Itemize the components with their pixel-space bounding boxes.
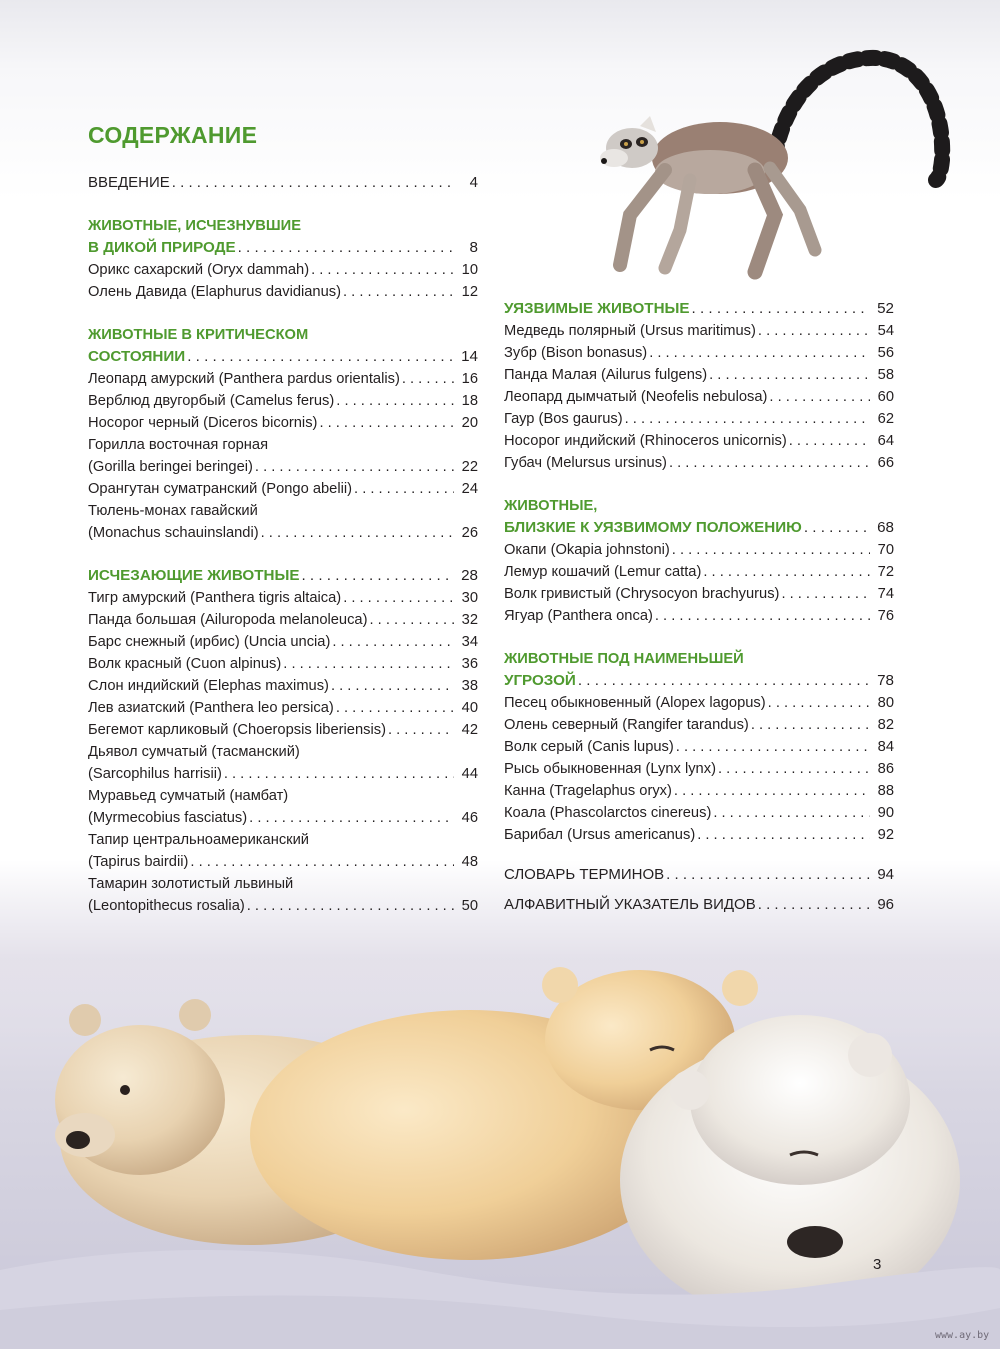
- leader-dots: [666, 860, 870, 890]
- leader-dots: [789, 430, 870, 452]
- toc-entry[interactable]: Олень Давида (Elaphurus davidianus) . . . 12: [88, 281, 478, 303]
- leader-dots: [370, 609, 455, 631]
- toc-entry[interactable]: Лемур кошачий (Lemur catta) . . . 72: [504, 561, 894, 583]
- toc-entry[interactable]: Рысь обыкновенная (Lynx lynx) . . . 86: [504, 758, 894, 780]
- leader-dots: [172, 172, 454, 194]
- leader-dots: [319, 412, 454, 434]
- toc-section-heading[interactable]: ЖИВОТНЫЕ, ИСЧЕЗНУВШИЕ: [88, 218, 301, 234]
- toc-entry[interactable]: (Monachus schauinslandi) . . . 26: [88, 522, 478, 544]
- leader-dots: [758, 890, 870, 920]
- polar-bears-image: [0, 940, 1000, 1349]
- toc-section-heading[interactable]: СОСТОЯНИИ . . . 14: [88, 346, 478, 368]
- toc-entry[interactable]: Бегемот карликовый (Choeropsis liberiensis) . . . 42: [88, 719, 478, 741]
- leader-dots: [669, 452, 870, 474]
- leader-dots: [388, 719, 454, 741]
- leader-dots: [692, 298, 870, 320]
- toc-entry-first-line[interactable]: Дьявол сумчатый (тасманский): [88, 744, 300, 760]
- ring-tailed-lemur-image: [570, 40, 960, 290]
- leader-dots: [311, 259, 454, 281]
- toc-entry[interactable]: Барс снежный (ирбис) (Uncia uncia) . . . 34: [88, 631, 478, 653]
- leader-dots: [336, 697, 454, 719]
- leader-dots: [674, 780, 870, 802]
- toc-entry[interactable]: (Leontopithecus rosalia) . . . 50: [88, 895, 478, 917]
- leader-dots: [769, 386, 870, 408]
- leader-dots: [249, 807, 454, 829]
- toc-left-column: [88, 172, 478, 917]
- toc-entry[interactable]: Канна (Tragelaphus oryx) . . . 88: [504, 780, 894, 802]
- leader-dots: [703, 561, 870, 583]
- leader-dots: [336, 390, 454, 412]
- leader-dots: [343, 587, 454, 609]
- toc-section-extinct-in-wild: [88, 215, 478, 303]
- toc-entry-first-line[interactable]: Горилла восточная горная: [88, 437, 269, 453]
- toc-section-critical: [88, 324, 478, 544]
- page-number: 3: [873, 1256, 882, 1273]
- toc-entry-first-line[interactable]: Тамарин золотистый львиный: [88, 876, 294, 892]
- toc-section-heading[interactable]: БЛИЗКИЕ К УЯЗВИМОМУ ПОЛОЖЕНИЮ . . . 68: [504, 517, 894, 539]
- leader-dots: [672, 539, 870, 561]
- leader-dots: [402, 368, 454, 390]
- leader-dots: [332, 631, 454, 653]
- toc-entry[interactable]: (Tapirus bairdii) . . . 48: [88, 851, 478, 873]
- toc-entry[interactable]: Губач (Melursus ursinus) . . . 66: [504, 452, 894, 474]
- toc-section-near-threatened: [504, 495, 894, 627]
- leader-dots: [718, 758, 870, 780]
- toc-entry[interactable]: Орикс сахарский (Oryx dammah) . . . 10: [88, 259, 478, 281]
- toc-entry[interactable]: Ягуар (Panthera onca) . . . 76: [504, 605, 894, 627]
- leader-dots: [331, 675, 454, 697]
- toc-entry-first-line[interactable]: Муравьед сумчатый (намбат): [88, 788, 289, 804]
- toc-entry[interactable]: СЛОВАРЬ ТЕРМИНОВ . . . 94: [504, 860, 894, 890]
- toc-back-matter: [504, 860, 894, 920]
- leader-dots: [190, 851, 454, 873]
- leader-dots: [255, 456, 454, 478]
- toc-entry[interactable]: Носорог индийский (Rhinoceros unicornis) . . . 64: [504, 430, 894, 452]
- leader-dots: [187, 346, 454, 368]
- leader-dots: [758, 320, 870, 342]
- leader-dots: [713, 802, 870, 824]
- toc-entry[interactable]: Зубр (Bison bonasus) . . . 56: [504, 342, 894, 364]
- leader-dots: [649, 342, 870, 364]
- toc-section-heading[interactable]: ИСЧЕЗАЮЩИЕ ЖИВОТНЫЕ . . . 28: [88, 565, 478, 587]
- toc-entry-page: 4: [469, 174, 478, 191]
- toc-entry[interactable]: Панда большая (Ailuropoda melanoleuca) . . . 32: [88, 609, 478, 631]
- toc-entry[interactable]: Барибал (Ursus americanus) . . . 92: [504, 824, 894, 846]
- leader-dots: [578, 670, 870, 692]
- leader-dots: [697, 824, 870, 846]
- leader-dots: [354, 478, 454, 500]
- toc-entry[interactable]: Орангутан суматранский (Pongo abelii) . . . 24: [88, 478, 478, 500]
- toc-entry[interactable]: Коала (Phascolarctos cinereus) . . . 90: [504, 802, 894, 824]
- toc-entry[interactable]: (Myrmecobius fasciatus) . . . 46: [88, 807, 478, 829]
- toc-entry[interactable]: (Sarcophilus harrisii) . . . 44: [88, 763, 478, 785]
- leader-dots: [751, 714, 870, 736]
- toc-entry[interactable]: Тигр амурский (Panthera tigris altaica) . . . 30: [88, 587, 478, 609]
- watermark: www.ay.by: [935, 1330, 990, 1341]
- toc-section-heading[interactable]: ЖИВОТНЫЕ В КРИТИЧЕСКОМ: [88, 327, 309, 343]
- leader-dots: [224, 763, 454, 785]
- toc-right-column: [504, 298, 894, 920]
- leader-dots: [804, 517, 870, 539]
- leader-dots: [301, 565, 454, 587]
- toc-section-heading[interactable]: ЖИВОТНЫЕ ПОД НАИМЕНЬШЕЙ: [504, 651, 744, 667]
- toc-entry[interactable]: Олень северный (Rangifer tarandus) . . . 82: [504, 714, 894, 736]
- toc-entry[interactable]: Песец обыкновенный (Alopex lagopus) . . . 80: [504, 692, 894, 714]
- leader-dots: [261, 522, 454, 544]
- toc-entry[interactable]: Волк гривистый (Chrysocyon brachyurus) . . . 74: [504, 583, 894, 605]
- toc-entry[interactable]: Панда Малая (Ailurus fulgens) . . . 58: [504, 364, 894, 386]
- toc-entry[interactable]: Леопард амурский (Panthera pardus orientalis) . . . 16: [88, 368, 478, 390]
- toc-entry[interactable]: Гаур (Bos gaurus) . . . 62: [504, 408, 894, 430]
- toc-entry[interactable]: Леопард дымчатый (Neofelis nebulosa) . . . 60: [504, 386, 894, 408]
- toc-entry[interactable]: Слон индийский (Elephas maximus) . . . 38: [88, 675, 478, 697]
- leader-dots: [238, 237, 454, 259]
- toc-entry[interactable]: АЛФАВИТНЫЙ УКАЗАТЕЛЬ ВИДОВ . . . 96: [504, 890, 894, 920]
- toc-section-vulnerable: [504, 298, 894, 474]
- toc-section-least-concern: [504, 648, 894, 846]
- leader-dots: [768, 692, 870, 714]
- toc-section-heading[interactable]: УЯЗВИМЫЕ ЖИВОТНЫЕ . . . 52: [504, 298, 894, 320]
- toc-entry-first-line[interactable]: Тапир центральноамериканский: [88, 832, 309, 848]
- leader-dots: [709, 364, 870, 386]
- leader-dots: [625, 408, 870, 430]
- toc-section-endangered: [88, 565, 478, 917]
- toc-entry[interactable]: Волк серый (Canis lupus) . . . 84: [504, 736, 894, 758]
- toc-entry-label: ВВЕДЕНИЕ: [88, 174, 170, 191]
- leader-dots: [343, 281, 454, 303]
- contents-title: СОДЕРЖАНИЕ: [88, 122, 258, 148]
- toc-entry[interactable]: (Gorilla beringei beringei) . . . 22: [88, 456, 478, 478]
- toc-entry[interactable]: Медведь полярный (Ursus maritimus) . . . 54: [504, 320, 894, 342]
- toc-entry[interactable]: [88, 172, 478, 194]
- leader-dots: [283, 653, 454, 675]
- toc-entry[interactable]: Окапи (Okapia johnstoni) . . . 70: [504, 539, 894, 561]
- toc-entry-page: 8: [469, 239, 478, 256]
- leader-dots: [676, 736, 870, 758]
- toc-entry[interactable]: Верблюд двугорбый (Camelus ferus) . . . 18: [88, 390, 478, 412]
- toc-section-heading[interactable]: В ДИКОЙ ПРИРОДЕ . . . 8: [88, 237, 478, 259]
- leader-dots: [781, 583, 870, 605]
- toc-entry[interactable]: Носорог черный (Diceros bicornis) . . . 20: [88, 412, 478, 434]
- toc-entry[interactable]: Волк красный (Cuon alpinus) . . . 36: [88, 653, 478, 675]
- toc-section-heading[interactable]: ЖИВОТНЫЕ,: [504, 498, 598, 514]
- leader-dots: [655, 605, 870, 627]
- toc-section-heading[interactable]: УГРОЗОЙ . . . 78: [504, 670, 894, 692]
- toc-entry-first-line[interactable]: Тюлень-монах гавайский: [88, 503, 258, 519]
- leader-dots: [247, 895, 454, 917]
- toc-introduction: [88, 172, 478, 194]
- toc-entry[interactable]: Лев азиатский (Panthera leo persica) . . . 40: [88, 697, 478, 719]
